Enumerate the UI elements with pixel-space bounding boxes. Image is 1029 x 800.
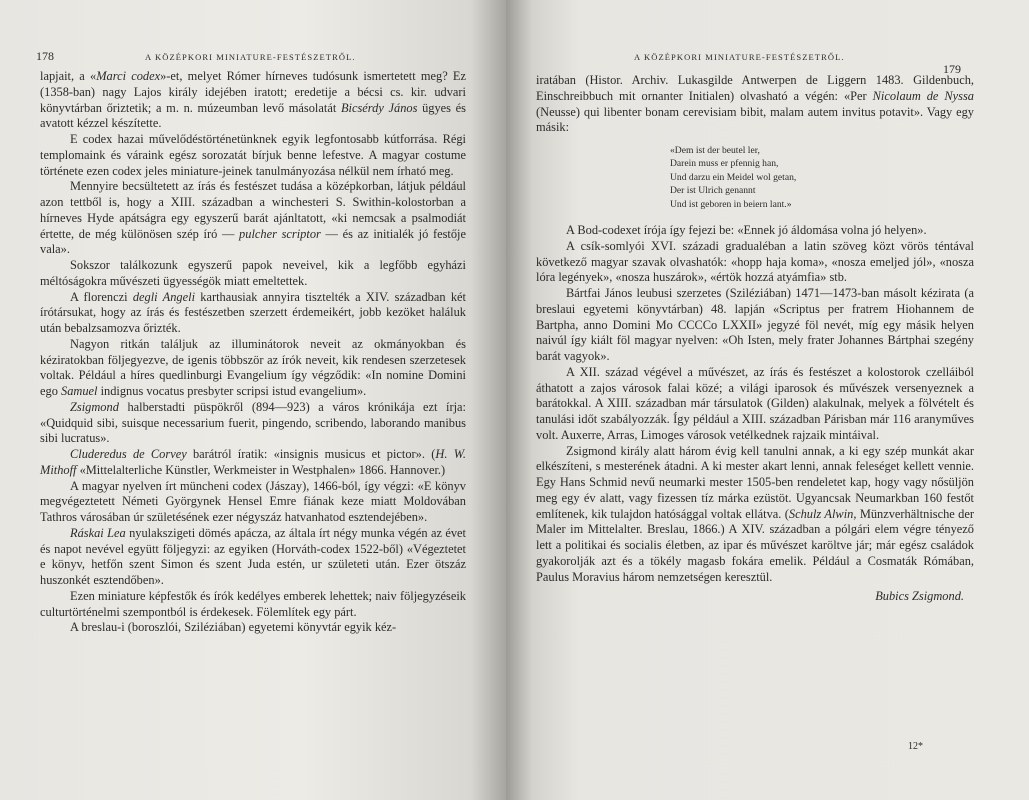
paragraph: [536, 286, 974, 365]
poem-line: Und ist geboren in beiern lant.»: [670, 198, 792, 210]
signature-mark: 12*: [908, 741, 923, 752]
poem-line: Und darzu ein Meidel wol getan,: [670, 171, 797, 183]
text-run: karthausiak annyira tisztelték a XIV. században két írótársukat, hogy az írás és festészetben szerzett érdemeikért, jobb kezöket haláluk után bebalzsamozva őrizték.: [40, 289, 466, 335]
paragraph: [40, 620, 466, 636]
paragraph: [536, 239, 974, 286]
paragraph: [536, 365, 974, 444]
italic-phrase: Ráskai Lea: [70, 525, 126, 540]
paragraph: [40, 589, 466, 621]
text-run: barátról íratik: «insignis musicus et pictor». (: [186, 447, 436, 461]
right-text-after-poem: [536, 223, 974, 585]
italic-phrase: Cluderedus de Corvey: [70, 447, 187, 461]
paragraph: [40, 479, 466, 526]
italic-phrase: degli Angeli: [132, 289, 196, 304]
paragraph: [40, 337, 466, 400]
paragraph: [40, 447, 466, 479]
text-run: Münzverhältnische der Maler im Mittelalter. Breslau, 1866.) A XIV. században a pólgári elem végre tényező lett a politikai és socialis életben, az ipar és művészet karöltve jár; már egész családok gyakorolják azt és a tökély magasb fokára emelik. Például a Cosmaták Rómában, Paulus Moravius három nemzetségen keresztül.: [536, 506, 974, 584]
left-body-text: [40, 69, 466, 636]
poem-line: «Dem ist der beutel ler,: [670, 145, 760, 156]
italic-phrase: Bicsérdy János: [340, 100, 418, 115]
text-run: Nagyon ritkán találjuk az illuminátorok neveit az okmányokban és kéziratokban följegyezve, de igenis többször az írók neveit, kik rendesen szerzetesek voltak. Például a híres quedlinburgi Evangelium így végződik: «In nomine Domini ego: [40, 336, 466, 398]
paragraph: [40, 400, 466, 447]
italic-phrase: pulcher scriptor: [239, 226, 321, 241]
paragraph: [536, 223, 974, 239]
paragraph: [536, 444, 974, 586]
paragraph: [40, 526, 466, 589]
italic-phrase: Schulz Alwin,: [788, 506, 857, 521]
running-header-right: A KÖZÉPKORI MINIATURE-FESTÉSZETRŐL.: [634, 52, 845, 62]
text-run: A csík-somlyói XVI. századi gradualéban a latin szöveg közt vörös téntával következő magyar szavak olvashatók: «hopp haja koma», «nosza emeljed jól», «nosza lóra legények», «nosza huszárok», «értök hozzá atyámfia» stb.: [536, 238, 974, 285]
page-number-left: 178: [36, 49, 54, 63]
text-run: indignus vocatus presbyter scripsi istud evangelium».: [97, 384, 367, 398]
text-run: «Mittelalterliche Künstler, Werkmeister in Westphalen» 1866. Hannover.): [76, 462, 446, 477]
poem-line: Der ist Ulrich genannt: [670, 185, 756, 197]
text-run: A breslau-i (boroszlói, Sziléziában) egyetemi könyvtár egyik kéz-: [70, 620, 397, 635]
paragraph: [40, 132, 466, 179]
italic-phrase: Samuel: [61, 384, 98, 398]
right-body-text: [536, 73, 974, 605]
italic-phrase: Zsigmond: [70, 399, 119, 414]
text-run: lapjait, a «: [40, 69, 97, 83]
paragraph: [40, 179, 466, 258]
quoted-poem: [670, 144, 974, 211]
text-run: nyulakszigeti dömés apácza, az általa írt négy munka végén az évet és napot nevével együtt följegyzi: az egyiken (Horváth-codex 1522-ből) «Végeztetet e könyv, hetfőn szent Simon és szent Juda estén, ur születeti után. Ezer ötszáz huszonkét esztendőben».: [40, 525, 466, 587]
page-number-right: 179: [943, 62, 961, 76]
text-run: E codex hazai művelődéstörténetünknek egyik legfontosabb kútforrása. Régi templomaink és váraink egész sorozatát bírjuk benne lefestve. A magyar costume története ezen codex jeles miniature-jeinek tanulmányozása nélkül nem írható meg.: [40, 132, 466, 178]
text-run: Mennyire becsültetett az írás és festészet tudása a középkorban, látjuk például azon tettből is, hogy a XIII. században a winchesteri S. Swithin-kolostorban a hírneves Hyde apátságra egy egyszerű barát ajánltatott, «ki nemcsak a psalmodiát értette, de még különösen szép író —: [40, 179, 466, 241]
text-run: iratában (Histor. Archiv. Lukasgilde Antwerpen de Liggern 1483. Gildenbuch, Einschreibbuch mit ornanter Initialen) olvasható a végén: «Per: [536, 73, 974, 103]
text-run: A XII. század végével a művészet, az írás és festészet a kolostorok czelláiból áthatott a zajos városok falai közé; a világi iparosok és művészek versenyeznek a barátokkal. A XIII. században már társulatok (Gilden) alakulnak, melyek a fölvételt és tanulási időt szabályozzák. Így például a XIII. században Párisban már 116 aranyműves volt. Auxerre, Arras, Limoges városok vetélkednek rajzaik mintáival.: [536, 364, 974, 442]
paragraph: [536, 73, 974, 136]
right-text-before-poem: [536, 73, 974, 136]
italic-phrase: H. W. Mithoff: [40, 447, 466, 477]
text-run: — és az initialék jó festője vala».: [40, 226, 466, 257]
text-run: A florenczi: [70, 289, 133, 304]
text-run: Ezen miniature képfestők és írók kedélyes emberek lehettek; naiv följegyzéseik culturtörténelmi szempontból is érdekesek. Fölemlítek egy párt.: [40, 588, 466, 619]
text-run: Bártfai János leubusi szerzetes (Sziléziában) 1471—1473-ban másolt kézirata (a breslaui egyetemi könyvtárban) 48. lapján «Scriptus per fratrem Hiohannem de Bartpha, anno Domini Mo CCCCo LXXII» jegyzé föl nevét, míg egy másik helyen naivúl így kiált föl magyar nyelven: «Oh Isten, mely frater Johannes Bártphai szegény barát vagyok».: [536, 286, 974, 364]
paragraph: [40, 258, 466, 290]
poem-line: Darein muss er pfennig han,: [670, 158, 779, 170]
running-header-left: A KÖZÉPKORI MINIATURE-FESTÉSZETRŐL.: [145, 52, 356, 62]
text-run: Zsigmond király alatt három évig kell tanulni annak, a ki egy szép munkát akar elkészíteni, s mesterének átadni. A ki mester akart lenni, annak feleséget kellett vennie. Egy Hans Schmid nevű neumarki mester 1505-ben rendeletet kap, hogy vagy nősüljön meg egy év alatt, vagy fizessen tíz márka ezüstöt. Ugyancsak Neumarkban 160 festőt említenek, kik tulajdon hatósággal voltak ellátva. (: [536, 443, 974, 521]
text-run: halberstadti püspökről (894—923) a város krónikája ezt írja: «Quidquid sibi, suisque necessarium fuerit, pingendo, scribendo, laborando manibus sibi lucratus».: [40, 399, 466, 446]
text-run: »-et, melyet Rómer hírneves tudósunk ismertetett meg? Ez (1358-ban) nagy Lajos király idejében iratott; eredetije a bécsi cs. kir. udvari könyvtárban őriztetik; a m. n. múzeumban levő másolatát: [40, 69, 466, 115]
italic-phrase: Nicolaum de Nyssa: [872, 88, 974, 103]
text-run: (Neusse) qui libenter bonam cerevisiam bibit, malam autem invitus potavit». Vagy egy másik:: [536, 104, 974, 135]
italic-phrase: Marci codex: [96, 69, 161, 83]
paragraph: [40, 69, 466, 132]
left-page: [0, 0, 506, 800]
paragraph: [40, 290, 466, 337]
text-run: Sokszor találkozunk egyszerű papok neveivel, kik a legfőbb egyházi méltóságokra művészeti ügyességök miatt emeltettek.: [40, 258, 466, 288]
author-signature: Bubics Zsigmond.: [875, 589, 964, 604]
right-page: [506, 0, 1029, 800]
text-run: ügyes és avatott kézzel készítette.: [40, 100, 466, 131]
text-run: A Bod-codexet írója így fejezi be: «Ennek jó áldomása volna jó helyen».: [566, 223, 927, 238]
text-run: A magyar nyelven írt müncheni codex (Jászay), 1466-ból, így végzi: «E könyv megvégeztetett Németi Györgynek Hensel Emre fiának keze miatt Moldovában Tathros városában úr születésének ezer négyszáz hatvanhatod esztendejében».: [40, 478, 466, 524]
